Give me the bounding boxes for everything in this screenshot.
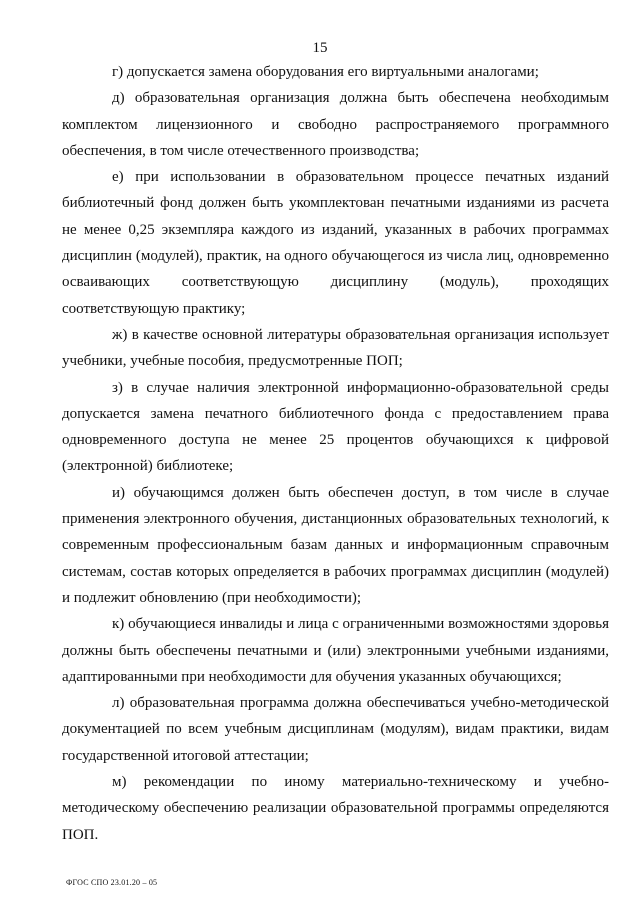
- document-body: [62, 59, 609, 848]
- paragraph-d: д) образовательная организация должна быть обеспечена необходимым комплектом лицензионного и свободно распространяемого программного обеспечения, в том числе отечественного производства;: [62, 90, 609, 159]
- paragraph-zh: ж) в качестве основной литературы образовательная организация использует учебники, учебные пособия, предусмотренные ПОП;: [62, 326, 609, 370]
- paragraph-l: л) образовательная программа должна обеспечиваться учебно-методической документацией по всем учебным дисциплинам (модулям), видам практики, видам государственной итоговой аттестации;: [62, 695, 609, 764]
- paragraph-e: е) при использовании в образовательном процессе печатных изданий библиотечный фонд должен быть укомплектован печатными изданиями из расчета не менее 0,25 экземпляра каждого из изданий, указанных в рабочих программах дисциплин (модулей), практик, на одного обучающегося из числа лиц, одновременно осваивающих соответствующую дисциплину (модуль), проходящих соответствующую практику;: [62, 169, 609, 317]
- page-number: 15: [312, 40, 328, 56]
- footer-standard-code: ФГОС СПО 23.01.20 – 05: [66, 878, 158, 887]
- paragraph-z: з) в случае наличия электронной информационно-образовательной среды допускается замена печатного библиотечного фонда с предоставлением права одновременного доступа не менее 25 процентов обучающихся к цифровой (электронной) библиотеке;: [62, 379, 609, 475]
- paragraph-k: к) обучающиеся инвалиды и лица с ограниченными возможностями здоровья должны быть обеспечены печатными и (или) электронными учебными изданиями, адаптированными при необходимости для обучения указанных обучающихся;: [62, 616, 609, 685]
- paragraph-g: г) допускается замена оборудования его виртуальными аналогами;: [112, 64, 539, 80]
- paragraph-m: м) рекомендации по иному материально-техническому и учебно-методическому обеспечению реализации образовательной программы определяются ПОП.: [62, 774, 609, 843]
- paragraph-i: и) обучающимся должен быть обеспечен доступ, в том числе в случае применения электронного обучения, дистанционных образовательных технологий, к современным профессиональным базам данных и информационным справочным системам, состав которых определяется в рабочих программах дисциплин (модулей) и подлежит обновлению (при необходимости);: [62, 484, 609, 606]
